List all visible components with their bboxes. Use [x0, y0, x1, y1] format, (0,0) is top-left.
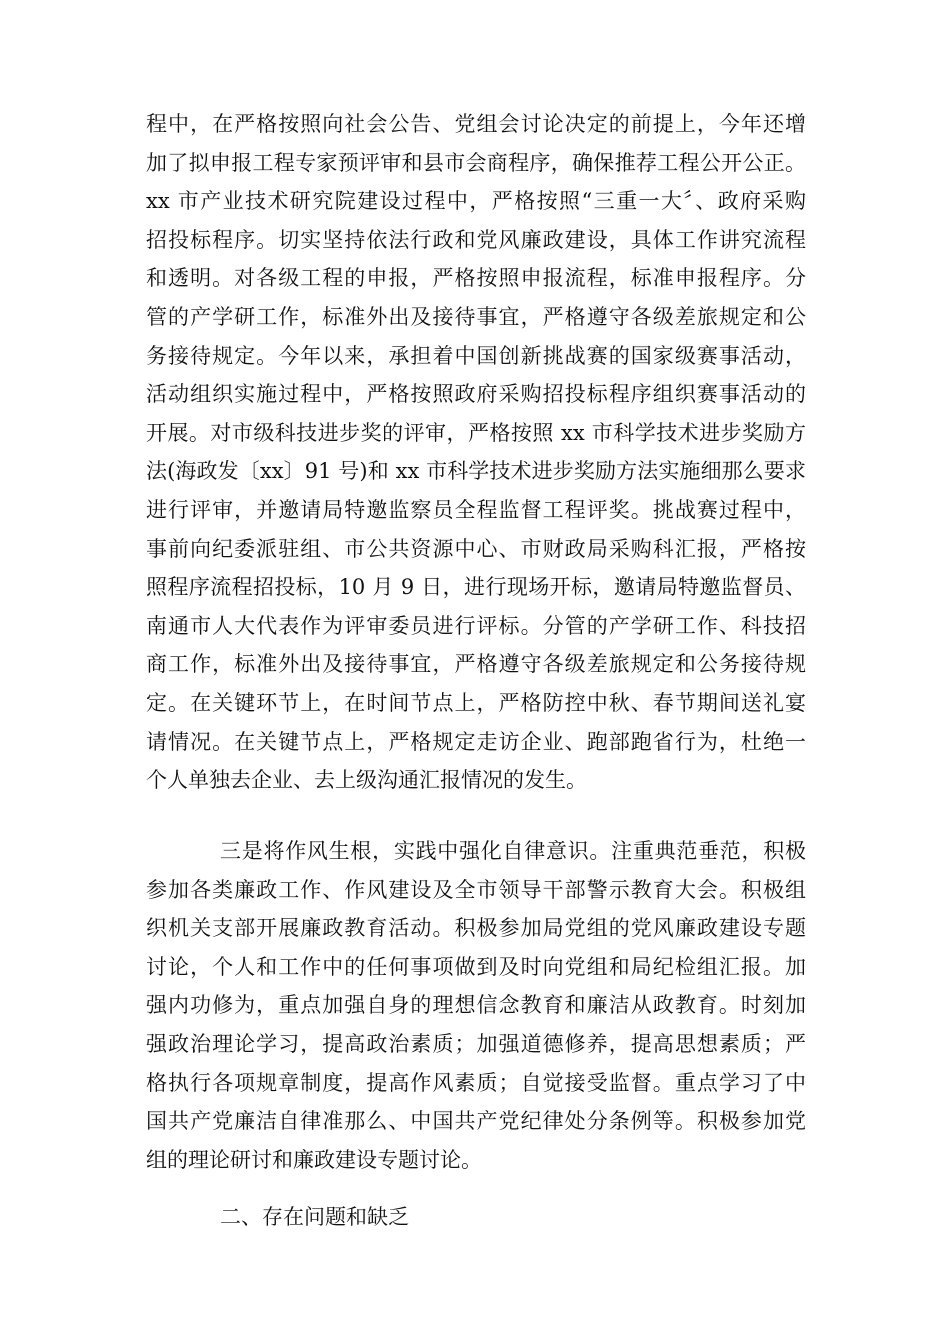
text-line: 南通市人大代表作为评审委员进行评标。分管的产学研工作、科技招	[146, 613, 806, 638]
text-line: 商工作，标准外出及接待事宜，严格遵守各级差旅规定和公务接待规	[146, 652, 806, 677]
text-line: 加了拟申报工程专家预评审和县市会商程序，确保推荐工程公开公正。	[146, 150, 806, 175]
text-line: 强内功修为，重点加强自身的理想信念教育和廉洁从政教育。时刻加	[146, 993, 806, 1018]
text-line: 和透明。对各级工程的申报，严格按照申报流程，标准申报程序。分	[146, 266, 806, 291]
text-line: 法(海政发〔xx〕91 号)和 xx 市科学技术进步奖励方法实施细那么要求	[146, 459, 806, 484]
text-line: 程中，在严格按照向社会公告、党组会讨论决定的前提上，今年还增	[146, 112, 806, 136]
text-line: 三是将作风生根，实践中强化自律意识。注重典范垂范，积极	[220, 839, 806, 863]
text-line: 请情况。在关键节点上，严格规定走访企业、跑部跑省行为，杜绝一	[146, 729, 806, 754]
text-line: 参加各类廉政工作、作风建设及全市领导干部警示教育大会。积极组	[146, 877, 806, 902]
text-line: xx 市产业技术研究院建设过程中，严格按照“三重一大〞、政府采购	[146, 189, 806, 214]
text-line: 进行评审，并邀请局特邀监察员全程监督工程评奖。挑战赛过程中，	[146, 497, 806, 522]
paragraph-procedures	[146, 105, 806, 800]
text-line: 组的理论研讨和廉政建设专题讨论。	[146, 1147, 482, 1172]
text-line: 开展。对市级科技进步奖的评审，严格按照 xx 市科学技术进步奖励方	[146, 420, 806, 445]
text-line: 格执行各项规章制度，提高作风素质；自觉接受监督。重点学习了中	[146, 1070, 806, 1095]
text-line: 管的产学研工作，标准外出及接待事宜，严格遵守各级差旅规定和公	[146, 304, 806, 329]
section-heading	[146, 1198, 806, 1237]
text-line: 招投标程序。切实坚持依法行政和党风廉政建设，具体工作讲究流程	[146, 227, 806, 252]
text-line: 国共产党廉洁自律准那么、中国共产党纪律处分条例等。积极参加党	[146, 1109, 806, 1134]
text-line: 活动组织实施过程中，严格按照政府采购招投标程序组织赛事活动的	[146, 382, 806, 407]
text-line: 务接待规定。今年以来，承担着中国创新挑战赛的国家级赛事活动，	[146, 343, 806, 368]
text-line: 照程序流程招投标，10 月 9 日，进行现场开标，邀请局特邀监督员、	[146, 575, 806, 600]
text-line: 讨论，个人和工作中的任何事项做到及时向党组和局纪检组汇报。加	[146, 954, 806, 979]
section-heading-text: 二、存在问题和缺乏	[220, 1205, 409, 1229]
text-line: 定。在关键环节上，在时间节点上，严格防控中秋、春节期间送礼宴	[146, 690, 806, 715]
text-line: 织机关支部开展廉政教育活动。积极参加局党组的党风廉政建设专题	[146, 916, 806, 941]
paragraph-self-discipline	[146, 832, 806, 1179]
text-line: 强政治理论学习，提高政治素质；加强道德修养，提高思想素质；严	[146, 1031, 806, 1056]
text-line: 个人单独去企业、去上级沟通汇报情况的发生。	[146, 768, 587, 793]
text-line: 事前向纪委派驻组、市公共资源中心、市财政局采购科汇报，严格按	[146, 536, 806, 561]
